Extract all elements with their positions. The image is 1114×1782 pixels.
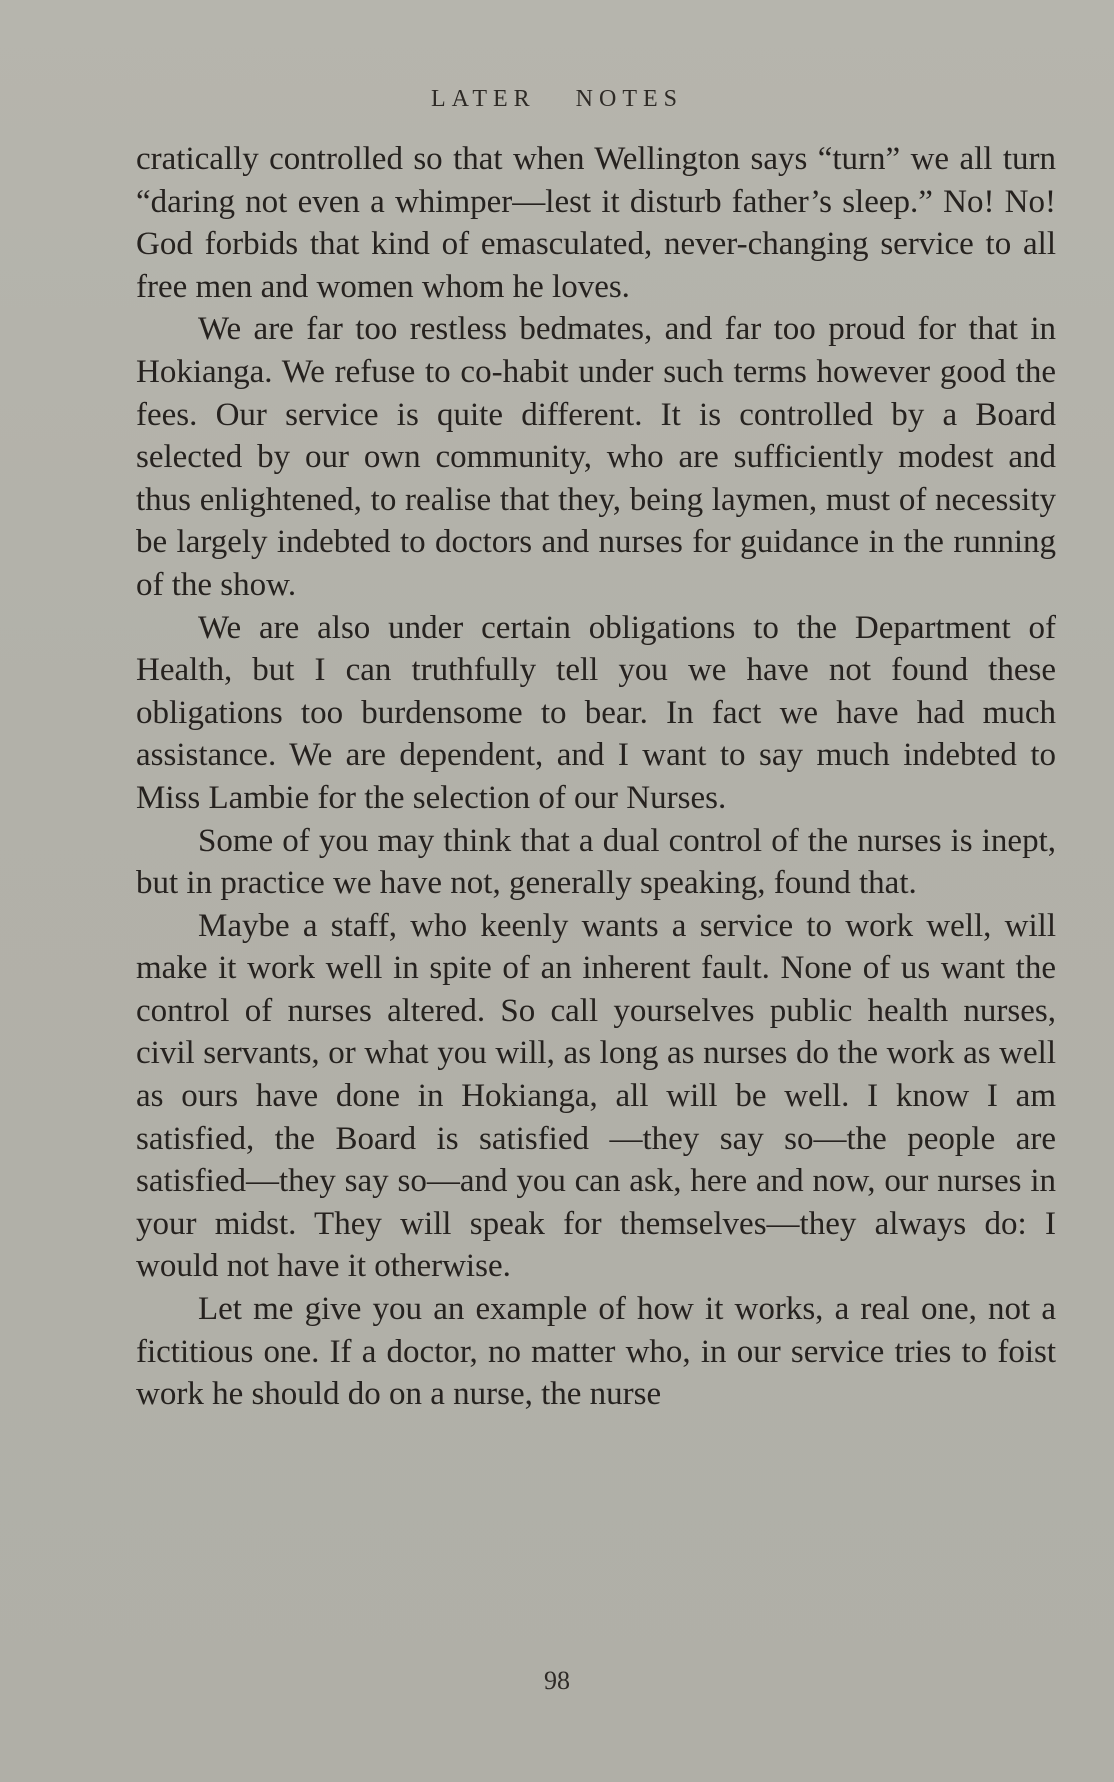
page-number: 98: [544, 1666, 570, 1695]
running-head: [0, 86, 1114, 113]
paragraph-1: cratically controlled so that when Wellington says “turn” we all turn “daring not even a whimper—lest it disturb father’s sleep.” No! No! God forbids that kind of emasculated, never-changing service to all free men and women whom he loves.: [136, 141, 1056, 305]
paragraph-4: Some of you may think that a dual control of the nurses is inept, but in practice we have not, generally speaking, found that.: [136, 822, 1056, 902]
paragraph-3: We are also under certain obligations to the Department of Health, but I can truthfully tell you we have not found these obligations too burdensome to bear. In fact we have had much assistance. We are dependent, and I want to say much indebted to Miss Lambie for the selection of our Nurses.: [136, 609, 1056, 816]
running-head-word-1: LATER: [430, 86, 536, 112]
paragraph-5: Maybe a staff, who keenly wants a service to work well, will make it work well in spite of an inherent fault. None of us want the control of nurses altered. So call yourselves public health nurses, civil servants, or what you will, as long as nurses do the work as well as ours have done in Hokianga, all will be well. I know I am satisfied, the Board is satisfied —they say so—the people are satisfied—they say so—and you can ask, here and now, our nurses in your midst. They will speak for themselves—they always do: I would not have it otherwise.: [136, 907, 1056, 1285]
paragraph-2: We are far too restless bedmates, and far too proud for that in Hokianga. We refuse to co-habit under such terms however good the fees. Our service is quite different. It is controlled by a Board selected by our own community, who are sufficiently modest and thus enlightened, to realise that they, being laymen, must of necessity be largely indebted to doctors and nurses for guidance in the running of the show.: [136, 311, 1056, 603]
paragraph-6: Let me give you an example of how it works, a real one, not a fictitious one. If a doctor, no matter who, in our service tries to foist work he should do on a nurse, the nurse: [136, 1291, 1056, 1413]
body-text: [136, 138, 1056, 1416]
running-head-word-2: NOTES: [575, 86, 683, 112]
